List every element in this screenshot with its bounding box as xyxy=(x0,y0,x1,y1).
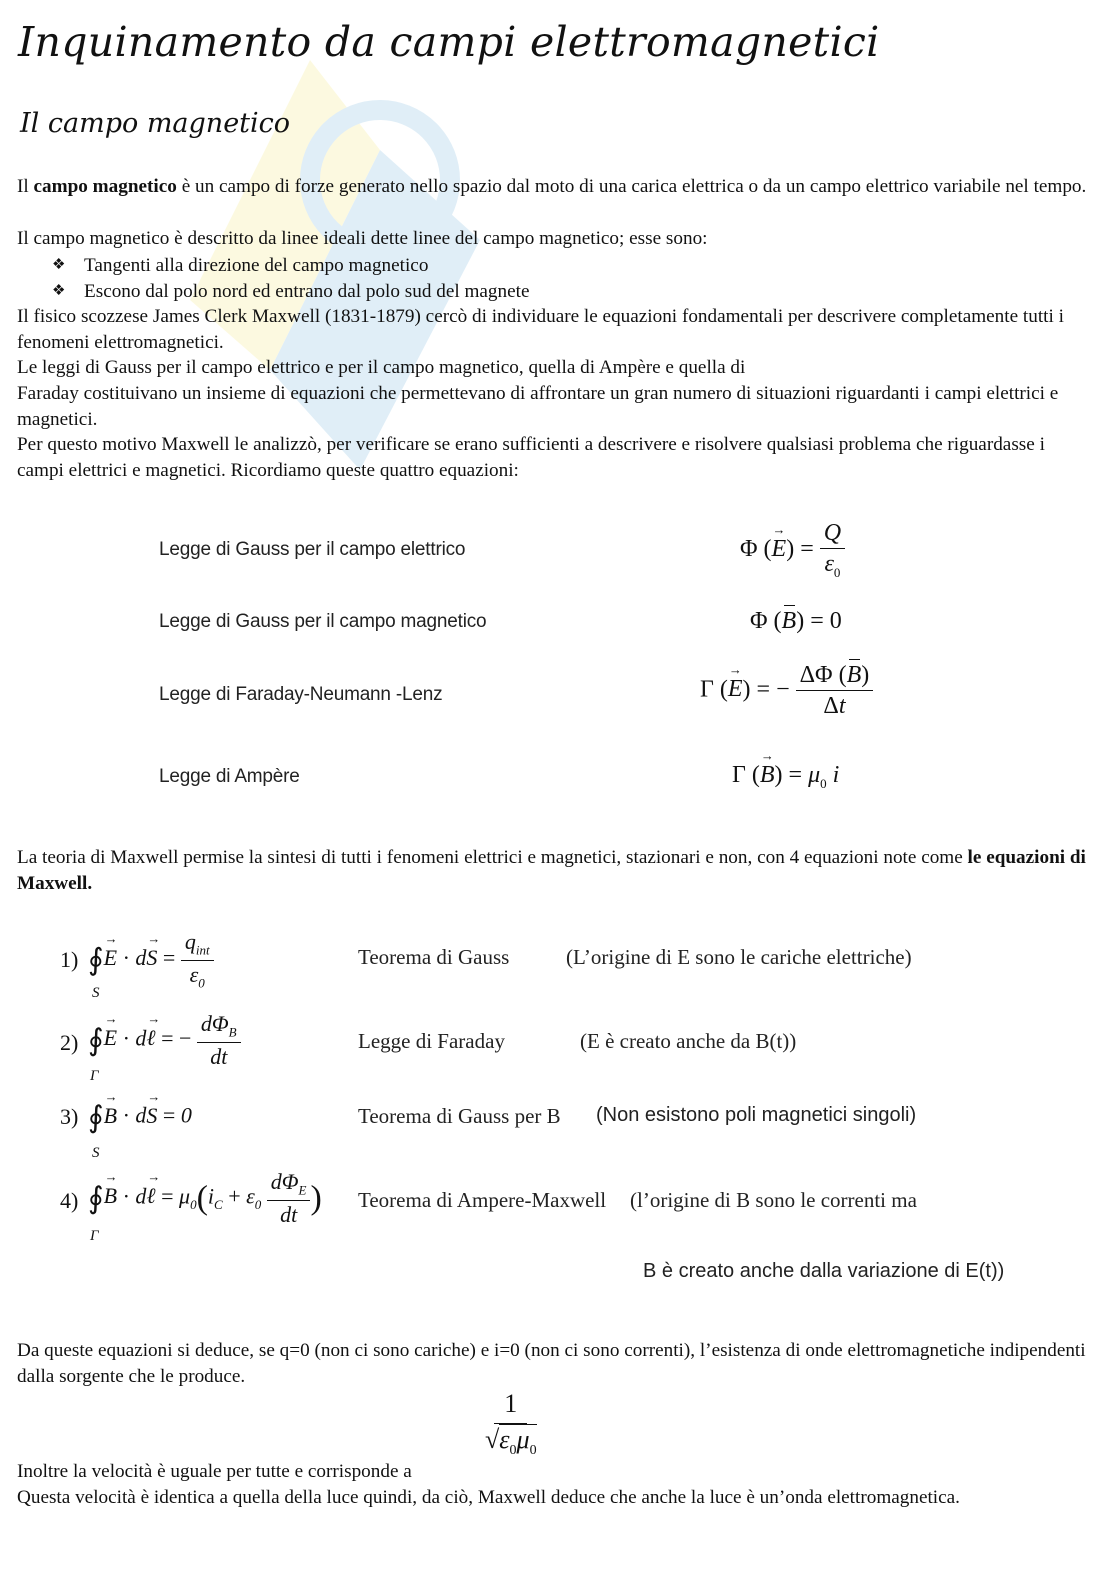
equation-note: (E è creato anche da B(t)) xyxy=(580,1029,797,1053)
law-formula-gauss-b: Φ (B) = 0 xyxy=(750,608,842,634)
law-formula-ampere: Γ (→ $B) = \mu_0$ i xyxy=(732,762,839,792)
equation-number: 4) xyxy=(60,1188,79,1213)
law-name: Legge di Gauss per il campo elettrico xyxy=(159,539,466,560)
paragraph-laws-line1: Le leggi di Gauss per il campo elettrico e per il campo magnetico, quella di Ampère e quella di xyxy=(17,357,746,378)
law-name: Legge di Ampère xyxy=(159,766,300,787)
bold-term: le equazioni di Maxwell. xyxy=(17,847,1086,894)
maxwell-equation-2: ∮→ E · d→ ℓ = − $\frac{d\Phi_B}{dt}$ xyxy=(88,1012,241,1069)
paragraph-velocity: Inoltre la velocità è uguale per tutte e corrisponde a xyxy=(17,1461,412,1482)
equation-note: (Non esistono poli magnetici singoli) xyxy=(596,1104,917,1126)
maxwell-equation-4: ∮→ B · d→ ℓ = $\mu_0(i_C + \varepsilon_0$ $\frac{d\Phi_E}{dt}$ ) xyxy=(88,1170,322,1227)
bullet-list xyxy=(52,253,529,305)
equation-note-continued: B è creato anche dalla variazione di E(t)) xyxy=(643,1260,1005,1282)
paragraph-maxwell-synthesis: La teoria di Maxwell permise la sintesi di tutti i fenomeni elettrici e magnetici, stazionari e non, con 4 equazioni note come le equazioni di Maxwell. xyxy=(17,847,1086,894)
equation-label: Teorema di Ampere-Maxwell xyxy=(358,1188,607,1212)
law-formula-faraday: Γ (→ E) = − $\frac{\Delta\Phi (B)}{\Delta t}$ xyxy=(700,662,873,720)
equation-label: Teorema di Gauss per B xyxy=(358,1104,561,1128)
paragraph-definition: Il campo magnetico è un campo di forze generato nello spazio dal moto di una carica elettrica o da un campo elettrico variabile nel tempo. xyxy=(17,176,1087,197)
paragraph-waves: Da queste equazioni si deduce, se q=0 (non ci sono cariche) e i=0 (non ci sono correnti), l’esistenza di onde elettromagnetiche indipendenti dalla sorgente che le produce. xyxy=(17,1340,1086,1387)
law-name: Legge di Faraday-Neumann -Lenz xyxy=(159,684,443,705)
paragraph-motivation: Per questo motivo Maxwell le analizzò, per verificare se erano sufficienti a descrivere e risolvere qualsiasi problema che riguardasse i campi elettrici e magnetici. Ricordiamo queste quattro equazioni: xyxy=(17,434,1045,481)
list-item: ❖ Escono dal polo nord ed entrano dal polo sud del magnete xyxy=(52,279,529,305)
equation-number: 3) xyxy=(60,1104,79,1129)
paragraph-maxwell: Il fisico scozzese James Clerk Maxwell (1831-1879) cercò di individuare le equazioni fondamentali per descrivere completamente tutti i fenomeni elettromagnetici. xyxy=(17,306,1064,353)
equation-number: 2) xyxy=(60,1030,79,1055)
maxwell-equation-1: ∮→ E · d→ S = $\frac{q_{int}}{\varepsilon_0}$ xyxy=(88,930,214,990)
list-item: ❖ Tangenti alla direzione del campo magnetico xyxy=(52,253,529,279)
equation-number: 1) xyxy=(60,947,79,972)
law-name: Legge di Gauss per il campo magnetico xyxy=(159,611,487,632)
paragraph-laws-line2: Faraday costituivano un insieme di equazioni che permettevano di affrontare un gran numero di situazioni riguardanti i campi elettrici e magnetici. xyxy=(17,383,1059,430)
equation-note: (L’origine di E sono le cariche elettriche) xyxy=(566,945,912,969)
equation-note: (l’origine di B sono le correnti ma xyxy=(630,1188,917,1212)
equation-label: Teorema di Gauss xyxy=(358,945,510,969)
paragraph-light: Questa velocità è identica a quella della luce quindi, da ciò, Maxwell deduce che anche la luce è un’onda elettromagnetica. xyxy=(17,1487,960,1508)
paragraph-field-lines: Il campo magnetico è descritto da linee ideali dette linee del campo magnetico; esse sono: xyxy=(17,228,708,249)
page-title: Inquinamento da campi elettromagnetici xyxy=(18,18,880,66)
section-title: Il campo magnetico xyxy=(20,108,291,139)
diamond-bullet-icon: ❖ xyxy=(52,257,66,273)
equation-label: Legge di Faraday xyxy=(358,1029,505,1053)
velocity-formula: $\frac{1}{√\varepsilon_0\mu_0}$ xyxy=(485,1389,537,1458)
maxwell-equation-3: ∮→ B · d→ S = 0 xyxy=(88,1100,192,1135)
document-page: Inquinamento da campi elettromagnetici Il campo magnetico Il campo magnetico è un campo di forze generato nello spazio dal moto di una carica elettrica o da un campo elettrico variabile nel tempo. Il campo magnetico è descritto da linee ideali dette linee del campo magnetico; esse sono: ❖ Tangenti alla direzione del campo magnetico ❖ Escono dal polo nord ed entrano dal polo sud del magnete Il fisico scozzese James Clerk Maxwell (1831-1879) cercò di individuare le equazioni fondamentali per descrivere completamente tutti i fenomeni elettromagnetici. Le leggi di Gauss per il campo elettrico e per il campo magnetico, quella di Ampère e quella di Faraday costituivano un insieme di equazioni che permettevano di affrontare un gran numero di situazioni riguardanti i campi elettrici e magnetici. Per questo motivo Maxwell le analizzò, per verificare se erano sufficienti a descrivere e risolvere qualsiasi problema che riguardasse i campi elettrici e magnetici. Ricordiamo queste quattro equazioni: Legge di Gauss per il campo elettrico Φ (→ E) = $\frac{Q}{\varepsilon_0}$ Legge di Gauss per il campo magnetico Φ (B) = 0 Legge di Faraday-Neumann -Lenz Γ (→ E) = − $\frac{\Delta\Phi (B)}{\Delta t}$ Legge di Ampère Γ (→ $B) = \mu_0$ i La teoria di Maxwell permise la sintesi di tutti i fenomeni elettrici e magnetici, stazionari e non, con 4 equazioni note come le equazioni di Maxwell. 1) ∮→ E · d→ S = $\frac{q_{int}}{\varepsilon_0}$ S Teorema di Gauss (L’origine di E sono le cariche elettriche) 2) ∮→ E · d→ ℓ = − $\frac{d\Phi_B}{dt}$ Γ Legge di Faraday (E è creato anche da B(t)) 3) ∮→ B · d→ S = 0 S Teorema di Gauss per B (Non esistono poli magnetici singoli) 4) ∮→ B · d→ ℓ = $\mu_0(i_C + \varepsilon_0$ $\frac{d\Phi_E}{dt}$ ) Γ Teorema di Ampere-Maxwell (l’origine di B sono le correnti ma B è creato anche dalla variazione di E(t)) Da queste equazioni si deduce, se q=0 (non ci sono cariche) e i=0 (non ci sono correnti), l’esistenza di onde elettromagnetiche indipendenti dalla sorgente che le produce. $\frac{1}{√\varepsilon_0\mu_0}$ Inoltre la velocità è uguale per tutte e corrisponde a Questa velocità è identica a quella della luce quindi, da ciò, Maxwell deduce che anche la luce è un’onda elettromagnetica. xyxy=(0,0,1116,1579)
bold-term: campo magnetico xyxy=(33,176,177,197)
diamond-bullet-icon: ❖ xyxy=(52,282,66,299)
law-formula-gauss-e: Φ (→ E) = $\frac{Q}{\varepsilon_0}$ xyxy=(740,520,845,580)
